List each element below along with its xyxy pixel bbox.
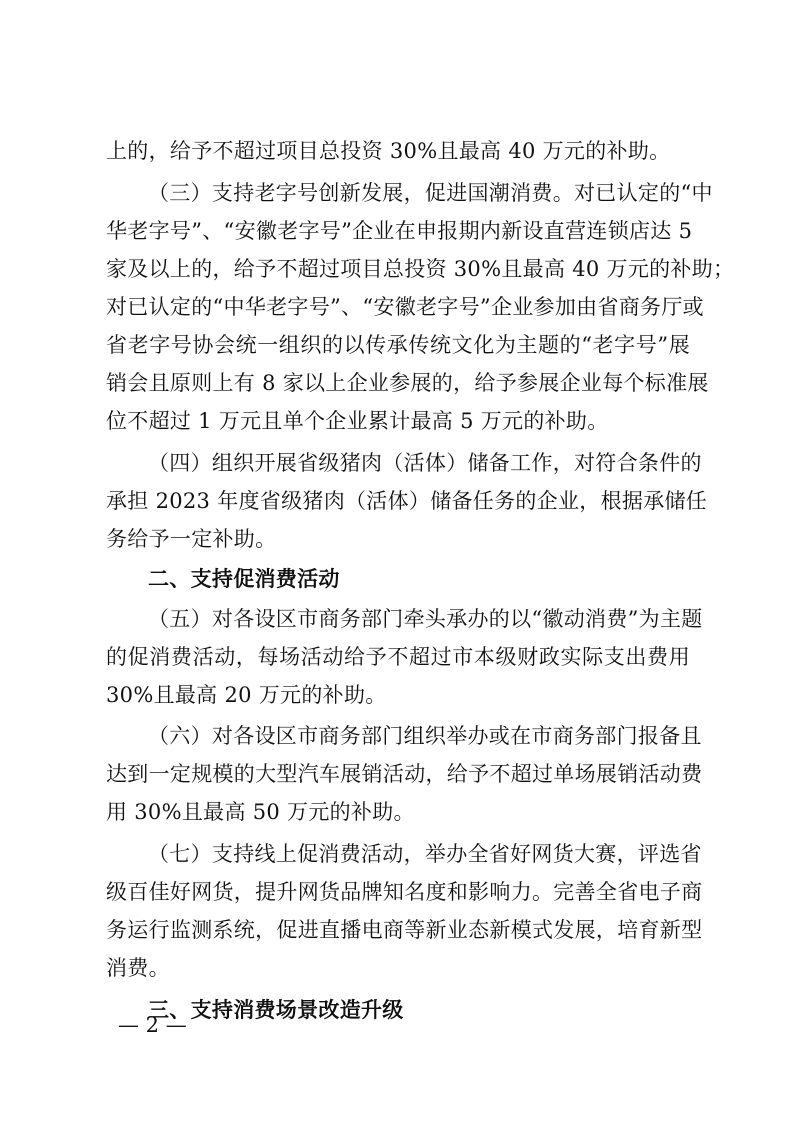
paragraph-line: 的促消费活动，每场活动给予不超过市本级财政实际支出费用 [106,645,690,669]
paragraph-line: 上的，给予不超过项目总投资 30%且最高 40 万元的补助。 [106,139,671,163]
paragraph-line: 承担 2023 年度省级猪肉（活体）储备任务的企业，根据承储任 [106,489,708,513]
paragraph-line: 省老字号协会统一组织的以传承传统文化为主题的“老字号”展 [106,333,690,357]
paragraph-line: 务运行监测系统，促进直播电商等新业态新模式发展，培育新型 [106,918,703,942]
paragraph-line: （七）支持线上促消费活动，举办全省好网货大赛，评选省 [148,842,702,866]
page-number: — 2 — [118,1013,187,1037]
paragraph-line: 华老字号”、“安徽老字号”企业在申报期内新设直营连锁店达 5 [106,219,693,243]
paragraph-line: 消费。 [106,956,170,980]
paragraph-line: 销会且原则上有 8 家以上企业参展的，给予参展企业每个标准展 [106,371,709,395]
paragraph-line: 对已认定的“中华老字号”、“安徽老字号”企业参加由省商务厅或 [106,295,704,319]
paragraph-line: （六）对各设区市商务部门组织举办或在市商务部门报备且 [148,724,702,748]
paragraph-line: 达到一定规模的大型汽车展销活动，给予不超过单场展销活动费 [106,762,703,786]
paragraph-line: （三）支持老字号创新发展，促进国潮消费。对已认定的“中 [148,181,713,205]
section-heading: 三、支持消费场景改造升级 [148,998,404,1022]
paragraph-line: （五）对各设区市商务部门牵头承办的以“徽动消费”为主题 [148,607,703,631]
paragraph-line: 家及以上的，给予不超过项目总投资 30%且最高 40 万元的补助； [106,257,735,281]
paragraph-line: 务给予一定补助。 [106,527,277,551]
paragraph-line: 30%且最高 20 万元的补助。 [106,683,387,707]
paragraph-line: 用 30%且最高 50 万元的补助。 [106,800,415,824]
paragraph-line: 位不超过 1 万元且单个企业累计最高 5 万元的补助。 [106,409,609,433]
section-heading: 二、支持促消费活动 [148,567,340,591]
paragraph-line: 级百佳好网货，提升网货品牌知名度和影响力。完善全省电子商 [106,880,703,904]
paragraph-line: （四）组织开展省级猪肉（活体）储备工作，对符合条件的 [148,451,702,475]
